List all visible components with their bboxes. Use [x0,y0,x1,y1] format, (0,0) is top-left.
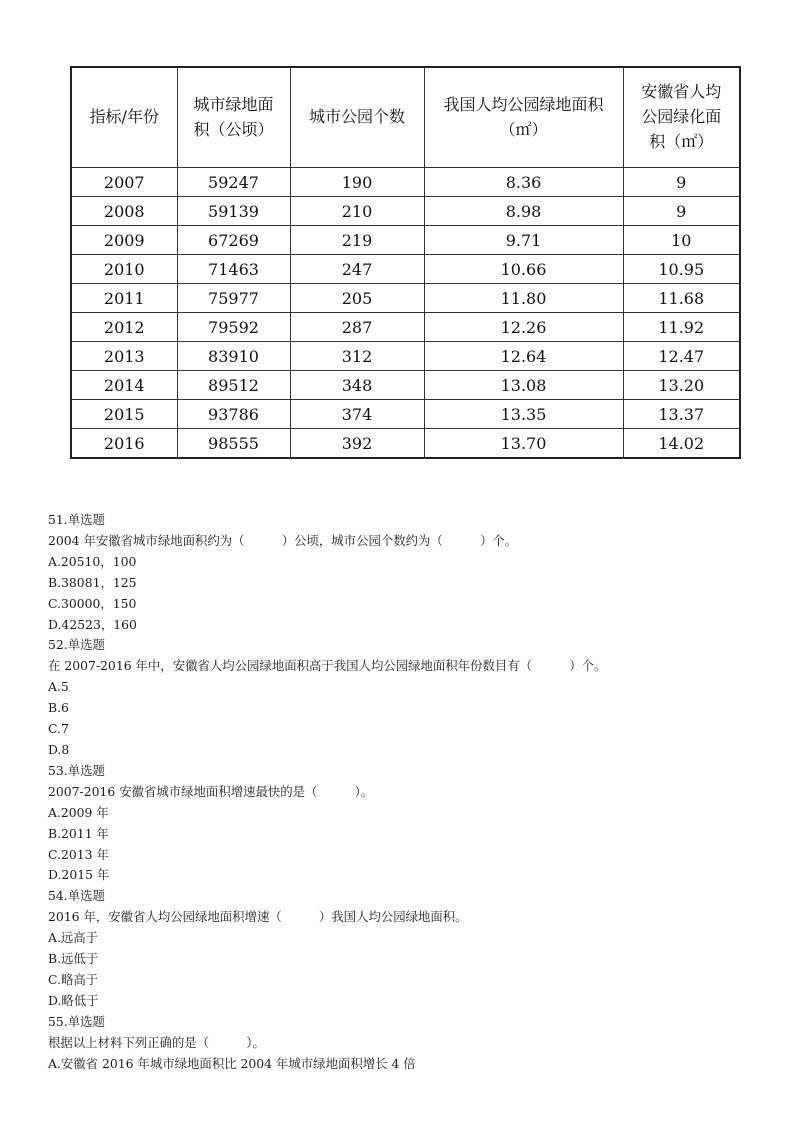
table-cell: 247 [290,255,424,284]
table-cell: 13.20 [623,371,740,400]
question-stem: 2004 年安徽省城市绿地面积约为（ ）公顷，城市公园个数约为（ ）个。 [48,532,518,548]
table-cell: 2009 [71,226,177,255]
table-cell: 12.47 [623,342,740,371]
answer-option: D.8 [48,741,70,757]
table-cell: 205 [290,284,424,313]
header-national-per-capita-park-area: 我国人均公园绿地面积 （㎡） [424,67,623,168]
table-cell: 59139 [177,197,290,226]
table-cell: 13.35 [424,400,623,429]
question-stem: 根据以上材料下列正确的是（ ）。 [48,1034,265,1050]
answer-option: C.7 [48,721,69,737]
table-cell: 2007 [71,168,177,197]
table-row [71,284,740,313]
table-cell: 219 [290,226,424,255]
header-urban-green-area: 城市绿地面 积（公顷） [177,67,290,168]
table-cell: 12.64 [424,342,623,371]
table-cell: 2016 [71,429,177,459]
question-block [48,510,768,635]
question-number: 53.单选题 [48,762,105,778]
question-stem: 2016 年，安徽省人均公园绿地面积增速（ ）我国人均公园绿地面积。 [48,909,468,925]
question-number: 52.单选题 [48,637,105,653]
table-cell: 59247 [177,168,290,197]
table-row [71,255,740,284]
table-row [71,197,740,226]
table-row [71,342,740,371]
table-cell: 10 [623,226,740,255]
question-number: 54.单选题 [48,888,105,904]
table-cell: 9 [623,168,740,197]
table-cell: 348 [290,371,424,400]
answer-option: C.30000，150 [48,595,137,611]
answer-option: B.6 [48,700,69,716]
table-cell: 2008 [71,197,177,226]
question-block [48,886,768,1011]
answer-option: B.38081，125 [48,574,137,590]
table-cell: 9 [623,197,740,226]
question-number: 51.单选题 [48,512,105,527]
table-body [71,168,740,459]
table-row [71,313,740,342]
table-cell: 2011 [71,284,177,313]
table-cell: 312 [290,342,424,371]
question-block [48,1012,768,1075]
table-cell: 8.36 [424,168,623,197]
table-cell: 13.08 [424,371,623,400]
table-cell: 13.70 [424,429,623,459]
answer-option: A.2009 年 [48,804,109,820]
question-block [48,761,768,886]
table-cell: 75977 [177,284,290,313]
table-row [71,168,740,197]
table-cell: 374 [290,400,424,429]
table-row [71,400,740,429]
table-cell: 12.26 [424,313,623,342]
answer-option: D.略低于 [48,992,99,1008]
answer-option: C.2013 年 [48,846,109,862]
answer-option: D.2015 年 [48,867,110,883]
table-cell: 71463 [177,255,290,284]
table-cell: 210 [290,197,424,226]
table-cell: 287 [290,313,424,342]
table-cell: 2010 [71,255,177,284]
table-cell: 2012 [71,313,177,342]
question-stem: 2007-2016 安徽省城市绿地面积增速最快的是（ ）。 [48,783,374,799]
header-indicator-year: 指标/年份 [71,67,177,168]
question-block [48,635,768,760]
answer-option: B.2011 年 [48,825,109,841]
table-cell: 10.95 [623,255,740,284]
question-number: 55.单选题 [48,1013,105,1029]
table-row [71,371,740,400]
header-park-count: 城市公园个数 [290,67,424,168]
question-list [48,510,768,1074]
table-cell: 11.80 [424,284,623,313]
answer-option: A.安徽省 2016 年城市绿地面积比 2004 年城市绿地面积增长 4 倍 [48,1055,416,1071]
table-cell: 2015 [71,400,177,429]
table-cell: 11.68 [623,284,740,313]
answer-option: B.远低于 [48,951,99,967]
table-cell: 89512 [177,371,290,400]
table-cell: 98555 [177,429,290,459]
table-cell: 9.71 [424,226,623,255]
table-cell: 392 [290,429,424,459]
table-row [71,226,740,255]
answer-option: A.远高于 [48,930,99,946]
table-header-row [71,67,740,168]
table-cell: 93786 [177,400,290,429]
table-cell: 67269 [177,226,290,255]
answer-option: A.20510，100 [48,553,137,569]
answer-option: C.略高于 [48,971,99,987]
table-cell: 2014 [71,371,177,400]
table-cell: 11.92 [623,313,740,342]
data-table [70,66,741,459]
table-cell: 83910 [177,342,290,371]
table-cell: 2013 [71,342,177,371]
table-cell: 13.37 [623,400,740,429]
table-cell: 10.66 [424,255,623,284]
header-anhui-per-capita-park-area: 安徽省人均 公园绿化面 积（㎡） [623,67,740,168]
table-cell: 14.02 [623,429,740,459]
table-cell: 79592 [177,313,290,342]
table-row [71,429,740,459]
answer-option: A.5 [48,679,69,695]
question-stem: 在 2007-2016 年中，安徽省人均公园绿地面积高于我国人均公园绿地面积年份数目有（ ）个。 [48,658,607,674]
table-cell: 190 [290,168,424,197]
table-cell: 8.98 [424,197,623,226]
answer-option: D.42523，160 [48,616,137,632]
